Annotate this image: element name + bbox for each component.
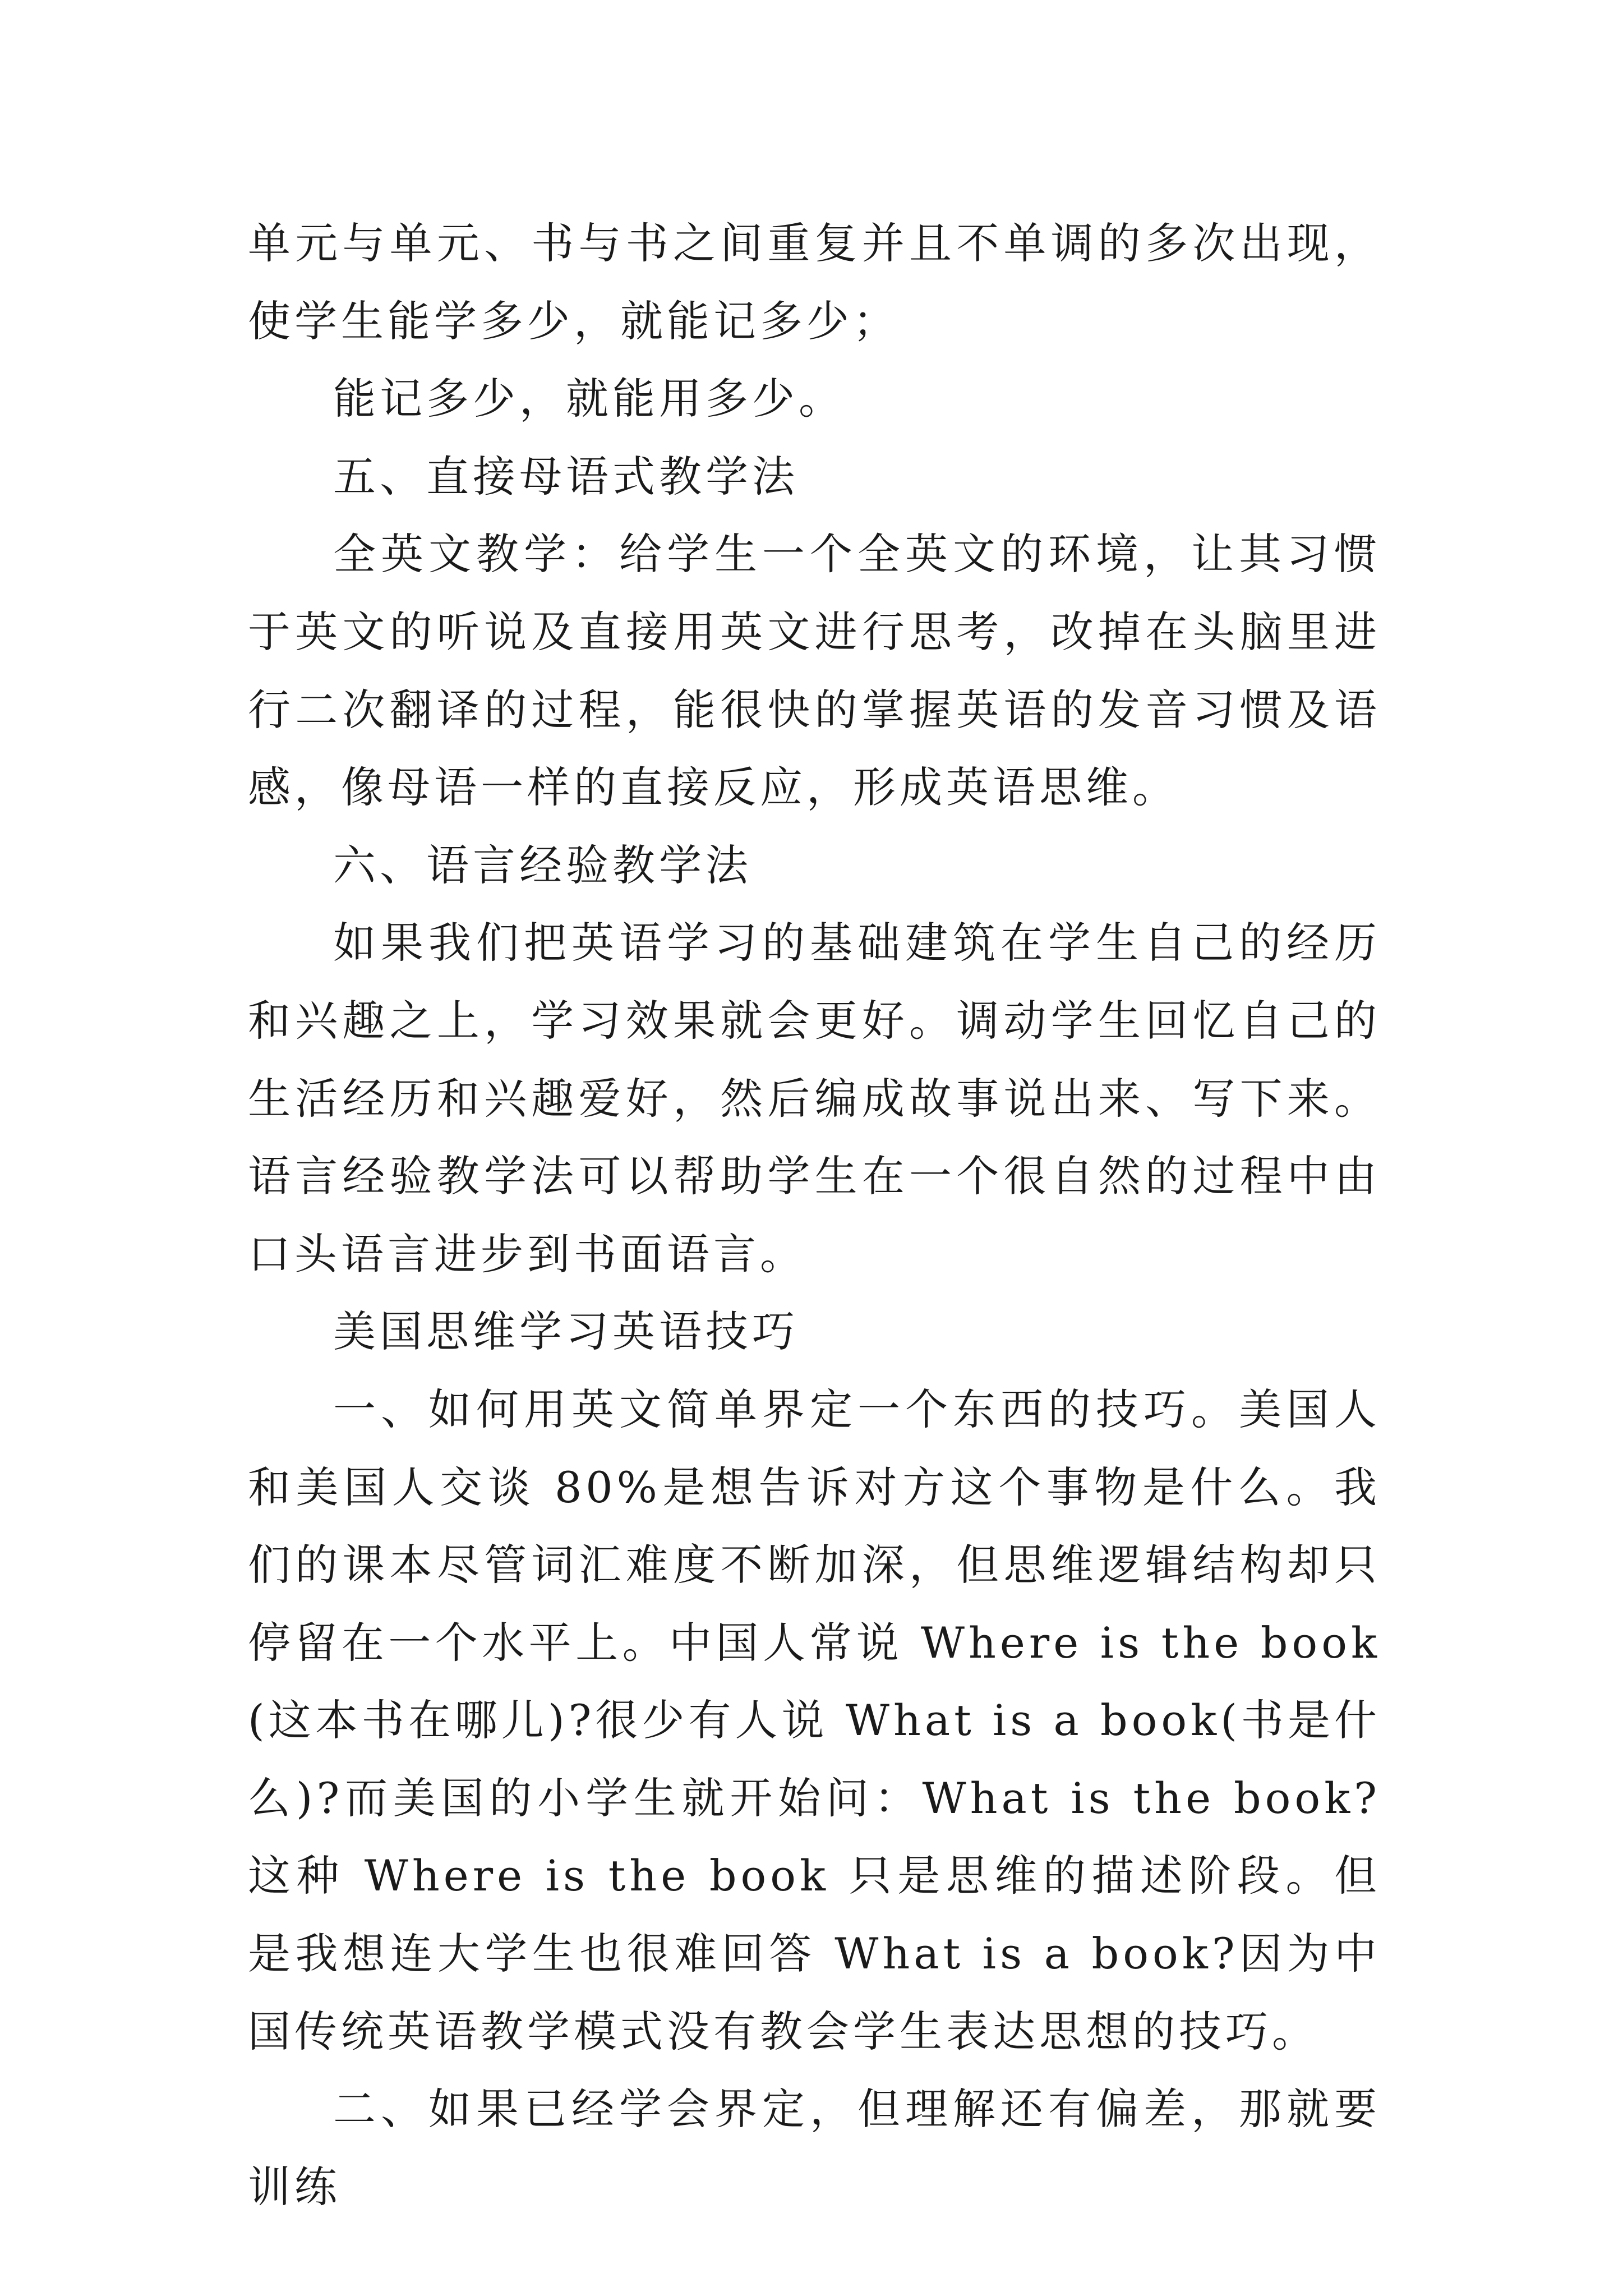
paragraph-tip-one: 一、如何用英文简单界定一个东西的技巧。美国人和美国人交谈 80%是想告诉对方这个事物是什么。我们的课本尽管词汇难度不断加深，但思维逻辑结构却只停留在一个水平上。中国人常说 Where is the book(这本书在哪儿)?很少有人说 What is a book(书是什么)?而美国的小学生就开始问：What is the book?这种 Where is the book 只是思维的描述阶段。但是我想连大学生也很难回答 What is a book?因为中国传统英语教学模式没有教会学生表达思想的技巧。 (248, 1384, 1381, 2056)
document-body (248, 205, 1381, 2226)
paragraph-tip-two: 二、如果已经学会界定，但理解还有偏差，那就要训练 (248, 2084, 1381, 2212)
paragraph-language-experience: 如果我们把英语学习的基础建筑在学生自己的经历和兴趣之上，学习效果就会更好。调动学生回忆自己的生活经历和兴趣爱好，然后编成故事说出来、写下来。语言经验教学法可以帮助学生在一个很自然的过程中由口头语言进步到书面语言。 (248, 918, 1381, 1279)
paragraph-remember-use: 能记多少，就能用多少。 (333, 374, 845, 424)
paragraph-continued: 单元与单元、书与书之间重复并且不单调的多次出现，使学生能学多少，就能记多少； (248, 218, 1381, 346)
section-heading-direct-native-method: 五、直接母语式教学法 (333, 451, 799, 501)
paragraph-full-english-teaching: 全英文教学：给学生一个全英文的环境，让其习惯于英文的听说及直接用英文进行思考，改掉在头脑里进行二次翻译的过程，能很快的掌握英语的发音习惯及语感，像母语一样的直接反应，形成英语思维。 (248, 529, 1381, 813)
section-heading-american-thinking-tips: 美国思维学习英语技巧 (333, 1306, 799, 1357)
section-heading-language-experience-method: 六、语言经验教学法 (333, 840, 752, 890)
